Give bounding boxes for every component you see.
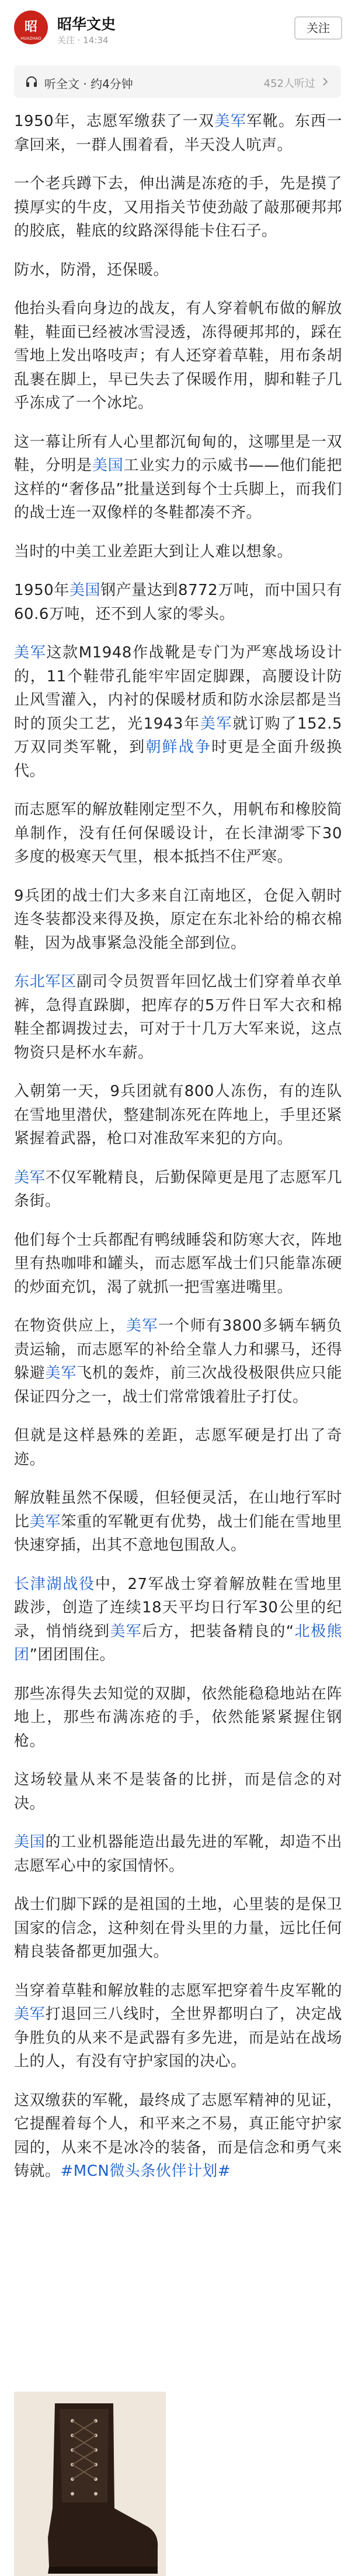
topic-link[interactable]: 美国 bbox=[14, 1833, 46, 1851]
listen-full-text-bar[interactable] bbox=[14, 65, 341, 98]
article-paragraph: 解放鞋虽然不保暖，但轻便灵活，在山地行军时比美军笨重的军靴更有优势，战士们能在雪地里快速穿插，出其不意地包围敌人。 bbox=[14, 1489, 342, 1554]
topic-link[interactable]: 北极熊团 bbox=[14, 1622, 342, 1664]
article-paragraph: 美国的工业机器能造出最先进的军靴，却造不出志愿军心中的家国情怀。 bbox=[14, 1833, 342, 1875]
topic-link[interactable]: 美国 bbox=[92, 457, 124, 474]
listen-count: 452人听过 bbox=[263, 78, 315, 90]
article-paragraph: 美军不仅军靴精良，后勤保障更是甩了志愿军几条街。 bbox=[14, 1168, 342, 1210]
article-paragraph: 这双缴获的军靴，最终成了志愿军精神的见证，它提醒着每个人，和平来之不易，真正能守护家园的，从来不是冰冷的装备，而是信念和勇气来铸就。#MCN微头条伙伴计划# bbox=[14, 2091, 342, 2180]
article-paragraph: 这场较量从来不是装备的比拼，而是信念的对决。 bbox=[14, 1771, 342, 1812]
topic-link[interactable]: 美军 bbox=[214, 113, 247, 130]
article-paragraph: 东北军区副司令员贺晋年回忆战士们穿着单衣单裤，急得直跺脚，把库存的5万件日军大衣和棉鞋全都调拨过去，可对于十几万大军来说，这点物资只是杯水车薪。 bbox=[14, 973, 342, 1062]
article-paragraph: 长津湖战役中，27军战士穿着解放鞋在雪地里跋涉，创造了连续18天平均日行军30公里的纪录，悄悄绕到美军后方，把装备精良的“北极熊团”团团围住。 bbox=[14, 1575, 342, 1664]
logo-subtext: HUAZHAO bbox=[20, 36, 41, 41]
topic-link[interactable]: 美军 bbox=[29, 1513, 61, 1531]
logo-text: 昭 bbox=[24, 20, 37, 34]
article-paragraph: 1950年，志愿军缴获了一双美军军靴。东西一拿回来，一群人围着看，半天没人吭声。 bbox=[14, 113, 342, 154]
article-paragraph: 在物资供应上，美军一个师有3800多辆车辆负责运输，而志愿军的补给全靠人力和骡马，还得躲避美军飞机的轰炸，前三次战役极限供应只能保证四分之一，战士们常常饿着肚子打仗。 bbox=[14, 1317, 342, 1406]
topic-link[interactable]: 长津湖战役 bbox=[14, 1575, 95, 1593]
headphone-icon bbox=[25, 75, 39, 89]
topic-link[interactable]: 美军 bbox=[14, 1168, 46, 1186]
article-paragraph: 防水，防滑，还保暖。 bbox=[14, 261, 169, 279]
topic-link[interactable]: 东北军区 bbox=[14, 973, 77, 991]
article-body bbox=[14, 110, 342, 2199]
article-paragraph: 当时的中美工业差距大到让人难以想象。 bbox=[14, 542, 293, 561]
topic-link[interactable]: 美军 bbox=[14, 2006, 46, 2023]
listen-label: 听全文 · 约4分钟 bbox=[44, 77, 133, 91]
article-paragraph: 当穿着草鞋和解放鞋的志愿军把穿着牛皮军靴的美军打退回三八线时，全世界都明白了，决定战争胜负的从来不是武器有多先进，而是站在战场上的人，有没有守护家国的决心。 bbox=[14, 1982, 342, 2070]
author-name[interactable]: 昭华文史 bbox=[57, 16, 116, 33]
topic-link[interactable]: #MCN微头条伙伴计划# bbox=[60, 2162, 231, 2180]
topic-link[interactable]: 美军 bbox=[45, 1364, 77, 1382]
article-paragraph: 他们每个士兵都配有鸭绒睡袋和防寒大衣，阵地里有热咖啡和罐头，而志愿军战士们只能靠冻硬的炒面充饥，渴了就抓一把雪塞进嘴里。 bbox=[14, 1231, 342, 1296]
topic-link[interactable]: 美国 bbox=[69, 582, 101, 599]
boot-photo bbox=[14, 2392, 166, 2576]
article-paragraph: 一个老兵蹲下去，伸出满是冻疮的手，先是摸了摸厚实的牛皮，又用指关节使劲敲了敲那硬邦邦的胶底，鞋底的纹路深得能卡住石子。 bbox=[14, 175, 342, 240]
article-paragraph: 1950年美国钢产量达到8772万吨，而中国只有60.6万吨，还不到人家的零头。 bbox=[14, 582, 343, 623]
topic-link[interactable]: 美军 bbox=[200, 715, 233, 733]
topic-link[interactable]: 美军 bbox=[126, 1317, 158, 1335]
topic-link[interactable]: 美军 bbox=[110, 1622, 142, 1640]
topic-link[interactable]: 朝鲜战争 bbox=[145, 738, 212, 756]
article-header bbox=[0, 0, 355, 56]
article-paragraph: 但就是这样悬殊的差距，志愿军硬是打出了奇迹。 bbox=[14, 1427, 342, 1468]
article-paragraph: 美军这款M1948作战靴是专门为严寒战场设计的，11个鞋带孔能牢牢固定脚踝，高腰设计防止风雪灌入，内衬的保暖材质和防水涂层都是当时的顶尖工艺，光1943年美军就订购了152.5万双同类军靴，到朝鲜战争时更是全面升级换代。 bbox=[14, 644, 342, 780]
post-meta: 关注 · 14:34 bbox=[57, 35, 109, 46]
article-paragraph: 这一幕让所有人心里都沉甸甸的，这哪里是一双鞋，分明是美国工业实力的示威书——他们能把这样的“奢侈品”批量送到每个士兵脚上，而我们的战士连一双像样的冬鞋都凑不齐。 bbox=[14, 433, 342, 522]
article-paragraph: 他抬头看向身边的战友，有人穿着帆布做的解放鞋，鞋面已经被冰雪浸透，冻得硬邦邦的，踩在雪地上发出咯吱声；有人还穿着草鞋，用布条胡乱裹在脚上，早已失去了保暖作用，脚和鞋子几乎冻成了一个冰坨。 bbox=[14, 300, 342, 412]
article-paragraph: 入朝第一天，9兵团就有800人冻伤，有的连队在雪地里潜伏，整建制冻死在阵地上，手里还紧紧握着武器，枪口对准敌军来犯的方向。 bbox=[14, 1083, 342, 1147]
article-paragraph: 战士们脚下踩的是祖国的土地，心里装的是保卫国家的信念，这种刻在骨头里的力量，远比任何精良装备都更加强大。 bbox=[14, 1896, 342, 1961]
article-paragraph: 那些冻得失去知觉的双脚，依然能稳稳地站在阵地上，那些布满冻疮的手，依然能紧紧握住钢枪。 bbox=[14, 1685, 342, 1750]
article-paragraph: 而志愿军的解放鞋刚定型不久，用帆布和橡胶简单制作，没有任何保暖设计，在长津湖零下30多度的极寒天气里，根本抵挡不住严寒。 bbox=[14, 801, 342, 866]
follow-button[interactable]: 关注 bbox=[294, 16, 342, 40]
author-avatar[interactable] bbox=[14, 10, 48, 44]
article-paragraph: 9兵团的战士们大多来自江南地区，仓促入朝时连冬装都没来得及换，原定在东北补给的棉衣棉鞋，因为战事紧急没能全部到位。 bbox=[14, 887, 342, 952]
chevron-right-icon bbox=[320, 76, 330, 87]
topic-link[interactable]: 美军 bbox=[14, 644, 47, 662]
